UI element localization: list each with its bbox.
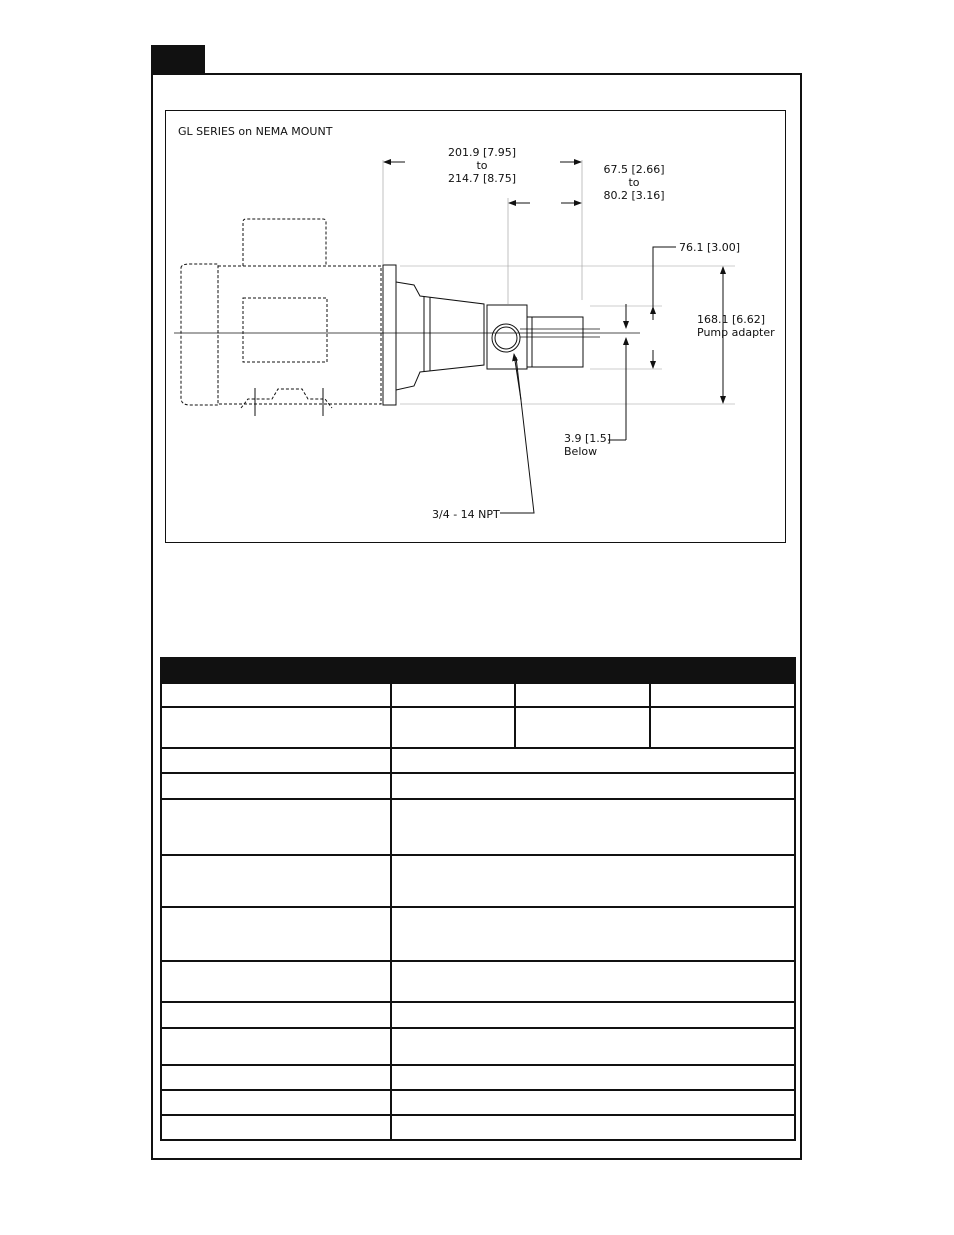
row-label	[161, 683, 391, 707]
row-value	[391, 907, 795, 960]
row-label	[161, 707, 391, 748]
dim-centerline-height: 76.1 [3.00]	[679, 241, 741, 254]
diagram-title: GL SERIES on NEMA MOUNT	[178, 125, 333, 138]
row-cell	[391, 707, 515, 748]
dim-pump-adapter	[697, 313, 775, 339]
table-row	[161, 1002, 795, 1028]
dim-port-min: 67.5 [2.66]	[603, 163, 665, 176]
row-cell	[515, 707, 650, 748]
row-value	[391, 773, 795, 799]
row-label	[161, 961, 391, 1002]
table-row	[161, 855, 795, 907]
table-row	[161, 707, 795, 748]
dim-overall-max: 214.7 [8.75]	[447, 172, 517, 185]
row-value	[391, 1090, 795, 1115]
row-label	[161, 1115, 391, 1140]
pump-body	[383, 265, 583, 405]
row-value	[391, 961, 795, 1002]
table-row	[161, 1065, 795, 1090]
row-value	[391, 1002, 795, 1028]
row-label	[161, 1090, 391, 1115]
row-label	[161, 1028, 391, 1065]
dim-adapter-value: 168.1 [6.62]	[697, 313, 766, 326]
row-value	[391, 748, 795, 773]
dim-overall-length	[440, 146, 524, 185]
table-row	[161, 683, 795, 707]
row-cell	[650, 683, 795, 707]
motor-outline	[181, 219, 381, 408]
table-row	[161, 773, 795, 799]
row-label	[161, 799, 391, 855]
table-header	[161, 658, 795, 683]
dim-port-distance	[596, 163, 672, 202]
dim-overall-to: to	[476, 159, 488, 172]
row-label	[161, 773, 391, 799]
spec-table	[160, 657, 796, 1141]
dim-below	[564, 432, 611, 458]
row-label	[161, 1002, 391, 1028]
table-row	[161, 799, 795, 855]
row-label	[161, 907, 391, 960]
row-label	[161, 748, 391, 773]
table-row	[161, 1115, 795, 1140]
table-row	[161, 907, 795, 960]
row-value	[391, 1115, 795, 1140]
dim-port-max: 80.2 [3.16]	[603, 189, 665, 202]
dim-adapter-label: Pump adapter	[697, 326, 775, 339]
motor-feet	[255, 388, 323, 416]
row-label	[161, 1065, 391, 1090]
row-cell	[650, 707, 795, 748]
table-row	[161, 1028, 795, 1065]
table-row	[161, 1090, 795, 1115]
dim-below-label: Below	[564, 445, 598, 458]
row-label	[161, 855, 391, 907]
table-row	[161, 748, 795, 773]
dim-port-to: to	[628, 176, 640, 189]
row-value	[391, 1065, 795, 1090]
row-value	[391, 855, 795, 907]
row-value	[391, 1028, 795, 1065]
port-thread-label: 3/4 - 14 NPT	[432, 508, 500, 521]
dim-below-value: 3.9 [1.5]	[564, 432, 612, 445]
dim-overall-min: 201.9 [7.95]	[447, 146, 517, 159]
row-cell	[391, 683, 515, 707]
table-row	[161, 961, 795, 1002]
row-value	[391, 799, 795, 855]
row-cell	[515, 683, 650, 707]
